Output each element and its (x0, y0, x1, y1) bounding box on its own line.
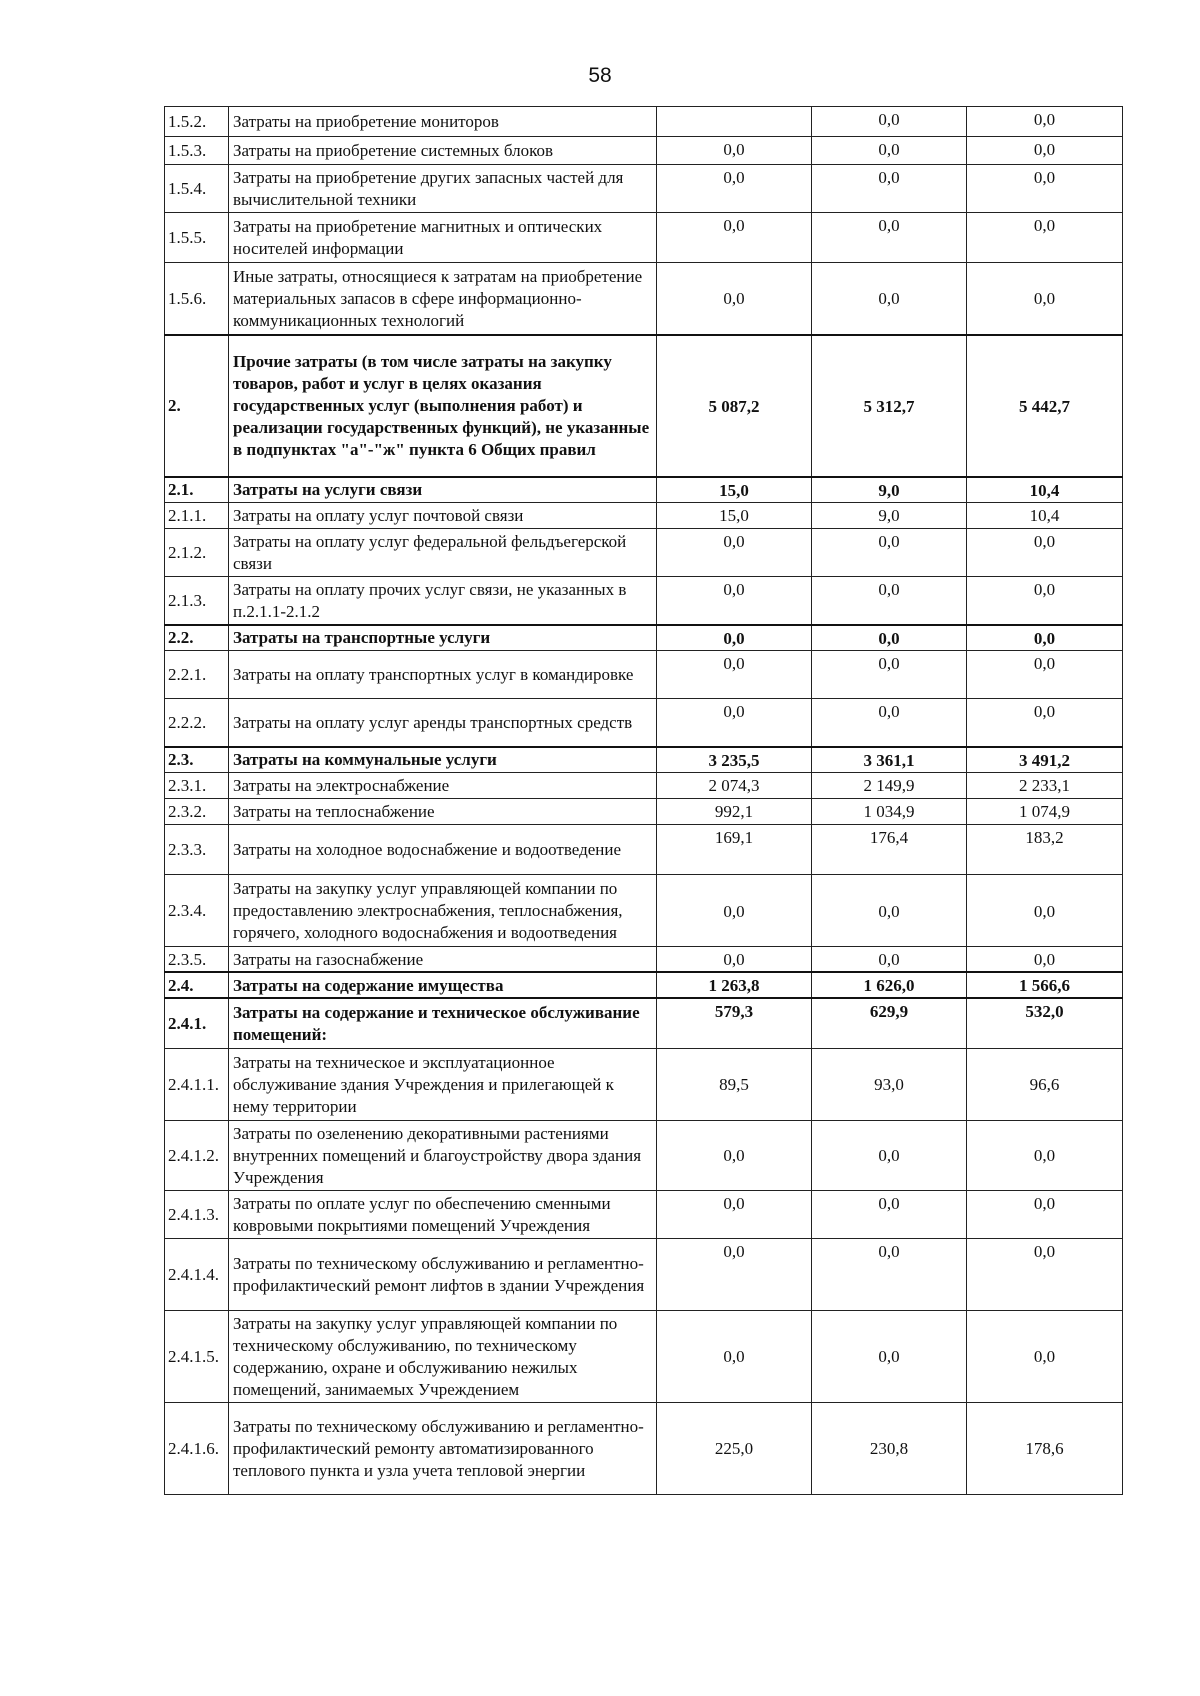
table-row (165, 699, 1123, 747)
row-value-2023-cell: 0,0 (657, 263, 812, 335)
row-value-2023-cell: 0,0 (657, 1120, 812, 1190)
row-name-cell: Затраты на содержание имущества (229, 972, 657, 998)
row-name-cell: Затраты на приобретение мониторов (229, 107, 657, 137)
row-value-2023-cell: 0,0 (657, 165, 812, 213)
table-row (165, 165, 1123, 213)
row-name-cell: Затраты на газоснабжение (229, 947, 657, 973)
row-value-2023-cell: 3 235,5 (657, 747, 812, 773)
row-value-2023-cell: 89,5 (657, 1048, 812, 1120)
row-value-2023-cell (657, 107, 812, 137)
table-row (165, 747, 1123, 773)
table-row (165, 875, 1123, 947)
row-value-2023-cell: 992,1 (657, 799, 812, 825)
page-number: 58 (588, 64, 612, 87)
row-name-cell: Затраты на холодное водоснабжение и водоотведение (229, 825, 657, 875)
row-value-2024-cell: 0,0 (812, 875, 967, 947)
table-row (165, 825, 1123, 875)
row-name-cell: Затраты на оплату услуг аренды транспортных средств (229, 699, 657, 747)
row-name-cell: Затраты на коммунальные услуги (229, 747, 657, 773)
row-name-cell: Затраты на закупку услуг управляющей компании по техническому обслуживанию, по техническому содержанию, охране и обслуживанию нежилых помещений, занимаемых Учреждением (229, 1310, 657, 1402)
row-name-cell: Иные затраты, относящиеся к затратам на приобретение материальных запасов в сфере информационно-коммуникационных технологий (229, 263, 657, 335)
row-value-2023-cell: 169,1 (657, 825, 812, 875)
row-code-cell: 2.4.1.5. (165, 1310, 229, 1402)
row-value-2023-cell: 0,0 (657, 137, 812, 165)
row-value-2024-cell: 0,0 (812, 165, 967, 213)
row-value-2023-cell: 2 074,3 (657, 773, 812, 799)
table-row (165, 213, 1123, 263)
row-value-2023-cell: 0,0 (657, 947, 812, 973)
table-row (165, 335, 1123, 477)
table-row (165, 972, 1123, 998)
row-value-2023-cell: 0,0 (657, 1190, 812, 1238)
row-code-cell: 2.3. (165, 747, 229, 773)
row-value-2025-cell: 0,0 (967, 947, 1123, 973)
row-value-2025-cell: 0,0 (967, 577, 1123, 625)
row-name-cell: Затраты на оплату транспортных услуг в командировке (229, 651, 657, 699)
row-value-2023-cell: 5 087,2 (657, 335, 812, 477)
row-code-cell: 2.4.1.3. (165, 1190, 229, 1238)
row-name-cell: Затраты на оплату прочих услуг связи, не указанных в п.2.1.1-2.1.2 (229, 577, 657, 625)
row-code-cell: 2.4.1. (165, 998, 229, 1048)
table-row (165, 625, 1123, 651)
row-value-2023-cell: 1 263,8 (657, 972, 812, 998)
row-name-cell: Затраты на оплату услуг федеральной фельдъегерской связи (229, 529, 657, 577)
table-row (165, 1238, 1123, 1310)
row-code-cell: 2.1.1. (165, 503, 229, 529)
row-value-2025-cell: 0,0 (967, 137, 1123, 165)
row-value-2024-cell: 0,0 (812, 529, 967, 577)
row-value-2025-cell: 0,0 (967, 699, 1123, 747)
row-code-cell: 2.4.1.4. (165, 1238, 229, 1310)
row-value-2025-cell: 0,0 (967, 651, 1123, 699)
row-value-2023-cell: 0,0 (657, 529, 812, 577)
row-value-2024-cell: 230,8 (812, 1402, 967, 1494)
row-value-2024-cell: 0,0 (812, 137, 967, 165)
row-code-cell: 1.5.2. (165, 107, 229, 137)
row-value-2024-cell: 0,0 (812, 1190, 967, 1238)
row-value-2025-cell: 178,6 (967, 1402, 1123, 1494)
row-value-2025-cell: 183,2 (967, 825, 1123, 875)
row-name-cell: Затраты на закупку услуг управляющей компании по предоставлению электроснабжения, теплоснабжения, горячего, холодного водоснабжения и водоотведения (229, 875, 657, 947)
table-row (165, 998, 1123, 1048)
table-row (165, 1048, 1123, 1120)
row-value-2023-cell: 15,0 (657, 477, 812, 503)
row-value-2023-cell: 0,0 (657, 577, 812, 625)
row-value-2024-cell: 93,0 (812, 1048, 967, 1120)
row-value-2023-cell: 0,0 (657, 1238, 812, 1310)
table-row (165, 1190, 1123, 1238)
row-name-cell: Затраты на теплоснабжение (229, 799, 657, 825)
row-value-2024-cell: 0,0 (812, 699, 967, 747)
row-value-2024-cell: 0,0 (812, 263, 967, 335)
row-value-2024-cell: 9,0 (812, 477, 967, 503)
row-value-2024-cell: 176,4 (812, 825, 967, 875)
table-row (165, 651, 1123, 699)
row-code-cell: 2.4. (165, 972, 229, 998)
row-name-cell: Затраты на приобретение системных блоков (229, 137, 657, 165)
row-value-2025-cell: 532,0 (967, 998, 1123, 1048)
row-code-cell: 2.3.3. (165, 825, 229, 875)
row-code-cell: 2.4.1.1. (165, 1048, 229, 1120)
row-value-2024-cell: 0,0 (812, 1310, 967, 1402)
table-row (165, 799, 1123, 825)
table-row (165, 503, 1123, 529)
row-value-2024-cell: 0,0 (812, 1238, 967, 1310)
row-name-cell: Затраты на техническое и эксплуатационное обслуживание здания Учреждения и прилегающей к нему территории (229, 1048, 657, 1120)
table-row (165, 577, 1123, 625)
row-name-cell: Затраты на транспортные услуги (229, 625, 657, 651)
row-value-2025-cell: 0,0 (967, 1120, 1123, 1190)
row-code-cell: 2.1.2. (165, 529, 229, 577)
row-value-2024-cell: 5 312,7 (812, 335, 967, 477)
row-name-cell: Затраты на услуги связи (229, 477, 657, 503)
row-value-2025-cell: 0,0 (967, 625, 1123, 651)
row-name-cell: Затраты по техническому обслуживанию и регламентно-профилактический ремонту автоматизированного теплового пункта и узла учета тепловой энергии (229, 1402, 657, 1494)
table-row (165, 529, 1123, 577)
row-value-2024-cell: 2 149,9 (812, 773, 967, 799)
budget-table (164, 106, 1123, 1495)
row-code-cell: 2.2. (165, 625, 229, 651)
row-code-cell: 2.4.1.2. (165, 1120, 229, 1190)
row-value-2025-cell: 0,0 (967, 1190, 1123, 1238)
row-value-2023-cell: 0,0 (657, 875, 812, 947)
row-code-cell: 2.4.1.6. (165, 1402, 229, 1494)
row-code-cell: 1.5.6. (165, 263, 229, 335)
row-name-cell: Затраты на электроснабжение (229, 773, 657, 799)
row-value-2023-cell: 579,3 (657, 998, 812, 1048)
table-body (165, 107, 1123, 1495)
row-value-2025-cell: 0,0 (967, 1310, 1123, 1402)
row-value-2025-cell: 3 491,2 (967, 747, 1123, 773)
row-code-cell: 2.3.4. (165, 875, 229, 947)
row-name-cell: Затраты по оплате услуг по обеспечению сменными ковровыми покрытиями помещений Учреждения (229, 1190, 657, 1238)
row-value-2023-cell: 0,0 (657, 699, 812, 747)
row-value-2025-cell: 96,6 (967, 1048, 1123, 1120)
table-row (165, 947, 1123, 973)
row-name-cell: Затраты по техническому обслуживанию и регламентно-профилактический ремонт лифтов в здании Учреждения (229, 1238, 657, 1310)
row-value-2025-cell: 0,0 (967, 263, 1123, 335)
row-code-cell: 2.3.2. (165, 799, 229, 825)
row-value-2023-cell: 0,0 (657, 1310, 812, 1402)
row-value-2024-cell: 0,0 (812, 651, 967, 699)
row-value-2025-cell: 0,0 (967, 165, 1123, 213)
table-row (165, 107, 1123, 137)
row-value-2024-cell: 0,0 (812, 1120, 967, 1190)
row-value-2024-cell: 1 034,9 (812, 799, 967, 825)
row-value-2025-cell: 0,0 (967, 529, 1123, 577)
row-value-2024-cell: 0,0 (812, 947, 967, 973)
row-value-2024-cell: 0,0 (812, 625, 967, 651)
row-value-2025-cell: 1 074,9 (967, 799, 1123, 825)
row-code-cell: 2.3.1. (165, 773, 229, 799)
row-value-2025-cell: 5 442,7 (967, 335, 1123, 477)
table-row (165, 1310, 1123, 1402)
row-code-cell: 1.5.5. (165, 213, 229, 263)
row-code-cell: 1.5.4. (165, 165, 229, 213)
row-value-2025-cell: 0,0 (967, 875, 1123, 947)
row-code-cell: 1.5.3. (165, 137, 229, 165)
table-row (165, 263, 1123, 335)
row-value-2025-cell: 10,4 (967, 477, 1123, 503)
row-value-2023-cell: 0,0 (657, 651, 812, 699)
table-row (165, 773, 1123, 799)
row-value-2024-cell: 629,9 (812, 998, 967, 1048)
table-row (165, 137, 1123, 165)
row-value-2024-cell: 3 361,1 (812, 747, 967, 773)
row-name-cell: Затраты на оплату услуг почтовой связи (229, 503, 657, 529)
row-value-2024-cell: 0,0 (812, 577, 967, 625)
row-name-cell: Затраты на содержание и техническое обслуживание помещений: (229, 998, 657, 1048)
row-code-cell: 2.2.1. (165, 651, 229, 699)
row-value-2023-cell: 15,0 (657, 503, 812, 529)
row-code-cell: 2. (165, 335, 229, 477)
row-value-2023-cell: 0,0 (657, 213, 812, 263)
row-code-cell: 2.1. (165, 477, 229, 503)
row-value-2025-cell: 0,0 (967, 107, 1123, 137)
row-value-2025-cell: 2 233,1 (967, 773, 1123, 799)
row-value-2023-cell: 0,0 (657, 625, 812, 651)
row-value-2025-cell: 0,0 (967, 213, 1123, 263)
table-row (165, 477, 1123, 503)
row-name-cell: Затраты на приобретение магнитных и оптических носителей информации (229, 213, 657, 263)
row-code-cell: 2.2.2. (165, 699, 229, 747)
row-name-cell: Затраты по озеленению декоративными растениями внутренних помещений и благоустройству двора здания Учреждения (229, 1120, 657, 1190)
row-value-2024-cell: 9,0 (812, 503, 967, 529)
row-value-2024-cell: 1 626,0 (812, 972, 967, 998)
row-value-2024-cell: 0,0 (812, 107, 967, 137)
row-code-cell: 2.1.3. (165, 577, 229, 625)
row-code-cell: 2.3.5. (165, 947, 229, 973)
table-row (165, 1120, 1123, 1190)
row-name-cell: Затраты на приобретение других запасных частей для вычислительной техники (229, 165, 657, 213)
row-value-2025-cell: 0,0 (967, 1238, 1123, 1310)
row-name-cell: Прочие затраты (в том числе затраты на закупку товаров, работ и услуг в целях оказания государственных услуг (выполнения работ) и реализации государственных функций), не указанные в подпунктах "а"-"ж" пункта 6 Общих правил (229, 335, 657, 477)
row-value-2023-cell: 225,0 (657, 1402, 812, 1494)
table-row (165, 1402, 1123, 1494)
row-value-2025-cell: 10,4 (967, 503, 1123, 529)
row-value-2025-cell: 1 566,6 (967, 972, 1123, 998)
row-value-2024-cell: 0,0 (812, 213, 967, 263)
